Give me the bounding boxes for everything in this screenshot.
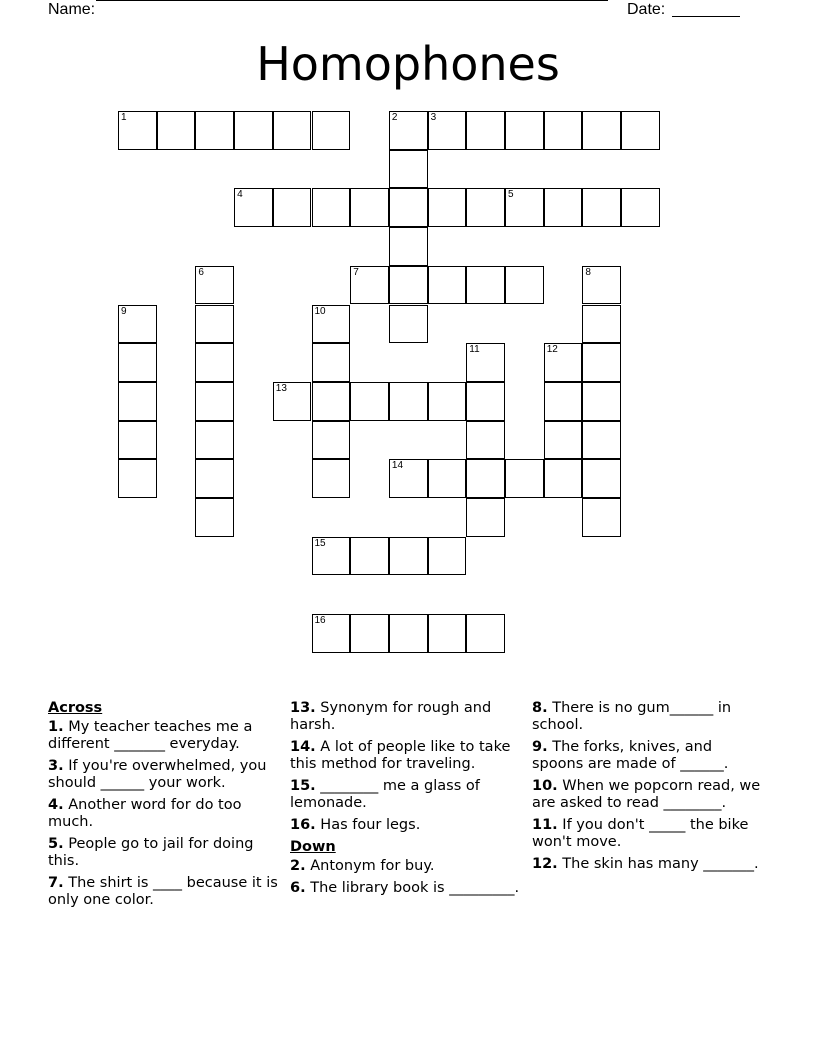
clue-across-5: 5. People go to jail for doing this. bbox=[48, 836, 254, 869]
clue-across-1: 1. My teacher teaches me a different _______ everyday. bbox=[48, 719, 253, 752]
grid-cell[interactable] bbox=[389, 459, 428, 498]
clue-across-7: 7. The shirt is ____ because it is only one color. bbox=[48, 875, 278, 908]
grid-cell[interactable] bbox=[312, 537, 351, 576]
grid-cell[interactable] bbox=[118, 111, 157, 150]
grid-cell[interactable] bbox=[505, 459, 544, 498]
clue-number: 15 bbox=[314, 537, 326, 549]
grid-cell[interactable] bbox=[118, 343, 157, 382]
grid-cell[interactable] bbox=[428, 111, 467, 150]
grid-cell[interactable] bbox=[389, 614, 428, 653]
grid-cell[interactable] bbox=[273, 382, 312, 421]
grid-cell[interactable] bbox=[428, 459, 467, 498]
clue-number: 12 bbox=[546, 344, 558, 356]
grid-cell[interactable] bbox=[582, 188, 621, 227]
clue-number: 11 bbox=[469, 344, 480, 356]
grid-cell[interactable] bbox=[389, 305, 428, 344]
grid-cell[interactable] bbox=[428, 266, 467, 305]
grid-cell[interactable] bbox=[312, 188, 351, 227]
clue-number: 7 bbox=[353, 266, 359, 278]
clue-number: 1 bbox=[121, 112, 127, 123]
grid-cell[interactable] bbox=[544, 188, 583, 227]
grid-cell[interactable] bbox=[118, 305, 157, 344]
clue-column-2 bbox=[290, 700, 522, 902]
grid-cell[interactable] bbox=[466, 266, 505, 305]
grid-cell[interactable] bbox=[389, 266, 428, 305]
grid-cell[interactable] bbox=[195, 382, 234, 421]
grid-cell[interactable] bbox=[621, 111, 660, 150]
grid-cell[interactable] bbox=[428, 537, 467, 576]
grid-cell[interactable] bbox=[428, 614, 467, 653]
clue-number: 10 bbox=[314, 305, 326, 317]
grid-cell[interactable] bbox=[118, 421, 157, 460]
clue-down-9: 9. The forks, knives, and spoons are made of ______. bbox=[532, 739, 729, 772]
clue-down-6: 6. The library book is _________. bbox=[290, 880, 520, 896]
grid-cell[interactable] bbox=[312, 111, 351, 150]
grid-cell[interactable] bbox=[544, 343, 583, 382]
grid-cell[interactable] bbox=[466, 343, 505, 382]
grid-cell[interactable] bbox=[389, 111, 428, 150]
grid-cell[interactable] bbox=[389, 227, 428, 266]
grid-cell[interactable] bbox=[582, 266, 621, 305]
grid-cell[interactable] bbox=[466, 459, 505, 498]
grid-cell[interactable] bbox=[118, 459, 157, 498]
grid-cell[interactable] bbox=[234, 188, 273, 227]
clue-number: 3 bbox=[430, 112, 437, 123]
grid-cell[interactable] bbox=[428, 382, 467, 421]
grid-cell[interactable] bbox=[195, 343, 234, 382]
grid-cell[interactable] bbox=[118, 382, 157, 421]
grid-cell[interactable] bbox=[273, 188, 312, 227]
clue-number: 2 bbox=[391, 112, 398, 123]
grid-cell[interactable] bbox=[195, 421, 234, 460]
grid-cell[interactable] bbox=[544, 111, 583, 150]
clue-number: 6 bbox=[198, 266, 204, 278]
clue-across-13: 13. Synonym for rough and harsh. bbox=[290, 700, 492, 733]
grid-cell[interactable] bbox=[582, 382, 621, 421]
grid-cell[interactable] bbox=[350, 382, 389, 421]
grid-cell[interactable] bbox=[466, 188, 505, 227]
clue-across-15: 15. ________ me a glass of lemonade. bbox=[290, 778, 480, 811]
grid-cell[interactable] bbox=[466, 382, 505, 421]
grid-cell[interactable] bbox=[505, 188, 544, 227]
grid-cell[interactable] bbox=[350, 614, 389, 653]
grid-cell[interactable] bbox=[466, 111, 505, 150]
clue-down-10: 10. When we popcorn read, we are asked to read ________. bbox=[532, 778, 761, 811]
grid-cell[interactable] bbox=[505, 266, 544, 305]
clue-number: 8 bbox=[585, 266, 591, 278]
grid-cell[interactable] bbox=[195, 111, 234, 150]
grid-cell[interactable] bbox=[157, 111, 196, 150]
grid-cell[interactable] bbox=[350, 266, 389, 305]
grid-cell[interactable] bbox=[389, 382, 428, 421]
clue-number: 16 bbox=[314, 615, 326, 627]
clue-across-16: 16. Has four legs. bbox=[290, 817, 421, 833]
clue-column-3 bbox=[532, 700, 764, 878]
grid-cell[interactable] bbox=[505, 111, 544, 150]
clue-number: 13 bbox=[275, 382, 287, 394]
clue-number: 5 bbox=[508, 189, 514, 201]
grid-cell[interactable] bbox=[389, 537, 428, 576]
grid-cell[interactable] bbox=[582, 305, 621, 344]
clue-down-2: 2. Antonym for buy. bbox=[290, 858, 435, 874]
clue-down-12: 12. The skin has many _______. bbox=[532, 856, 759, 872]
grid-cell[interactable] bbox=[195, 305, 234, 344]
grid-cell[interactable] bbox=[312, 343, 351, 382]
clue-number: 4 bbox=[237, 189, 243, 201]
grid-cell[interactable] bbox=[544, 382, 583, 421]
grid-cell[interactable] bbox=[582, 421, 621, 460]
clue-across-14: 14. A lot of people like to take this method for traveling. bbox=[290, 739, 511, 772]
grid-cell[interactable] bbox=[312, 421, 351, 460]
grid-cell[interactable] bbox=[195, 459, 234, 498]
name-label: Name: bbox=[48, 1, 96, 18]
grid-cell[interactable] bbox=[234, 111, 273, 150]
grid-cell[interactable] bbox=[466, 614, 505, 653]
grid-cell[interactable] bbox=[389, 150, 428, 189]
grid-cell[interactable] bbox=[621, 188, 660, 227]
grid-cell[interactable] bbox=[312, 382, 351, 421]
clue-column-1 bbox=[48, 700, 280, 914]
grid-cell[interactable] bbox=[582, 343, 621, 382]
grid-cell[interactable] bbox=[312, 305, 351, 344]
grid-cell[interactable] bbox=[312, 614, 351, 653]
grid-cell[interactable] bbox=[312, 459, 351, 498]
clue-across-3: 3. If you're overwhelmed, you should ______ your work. bbox=[48, 758, 267, 791]
grid-cell[interactable] bbox=[582, 459, 621, 498]
clue-down-11: 11. If you don't _____ the bike won't move. bbox=[532, 817, 749, 850]
grid-cell[interactable] bbox=[544, 459, 583, 498]
grid-cell[interactable] bbox=[195, 266, 234, 305]
grid-cell[interactable] bbox=[466, 498, 505, 537]
grid-cell[interactable] bbox=[582, 111, 621, 150]
grid-cell[interactable] bbox=[428, 188, 467, 227]
grid-cell[interactable] bbox=[350, 188, 389, 227]
clue-number: 14 bbox=[391, 460, 404, 472]
grid-cell[interactable] bbox=[273, 111, 312, 150]
across-heading: Across bbox=[48, 700, 103, 716]
grid-cell[interactable] bbox=[544, 421, 583, 460]
clue-down-8: 8. There is no gum______ in school. bbox=[532, 700, 732, 733]
grid-cell[interactable] bbox=[466, 421, 505, 460]
page-title: Homophones bbox=[256, 37, 560, 91]
grid-cell[interactable] bbox=[582, 498, 621, 537]
grid-cell[interactable] bbox=[350, 537, 389, 576]
grid-cell[interactable] bbox=[195, 498, 234, 537]
grid-cell[interactable] bbox=[389, 188, 428, 227]
clue-across-4: 4. Another word for do too much. bbox=[48, 797, 242, 830]
date-label: Date: bbox=[627, 1, 666, 18]
down-heading: Down bbox=[290, 839, 336, 855]
clue-number: 9 bbox=[121, 305, 127, 317]
